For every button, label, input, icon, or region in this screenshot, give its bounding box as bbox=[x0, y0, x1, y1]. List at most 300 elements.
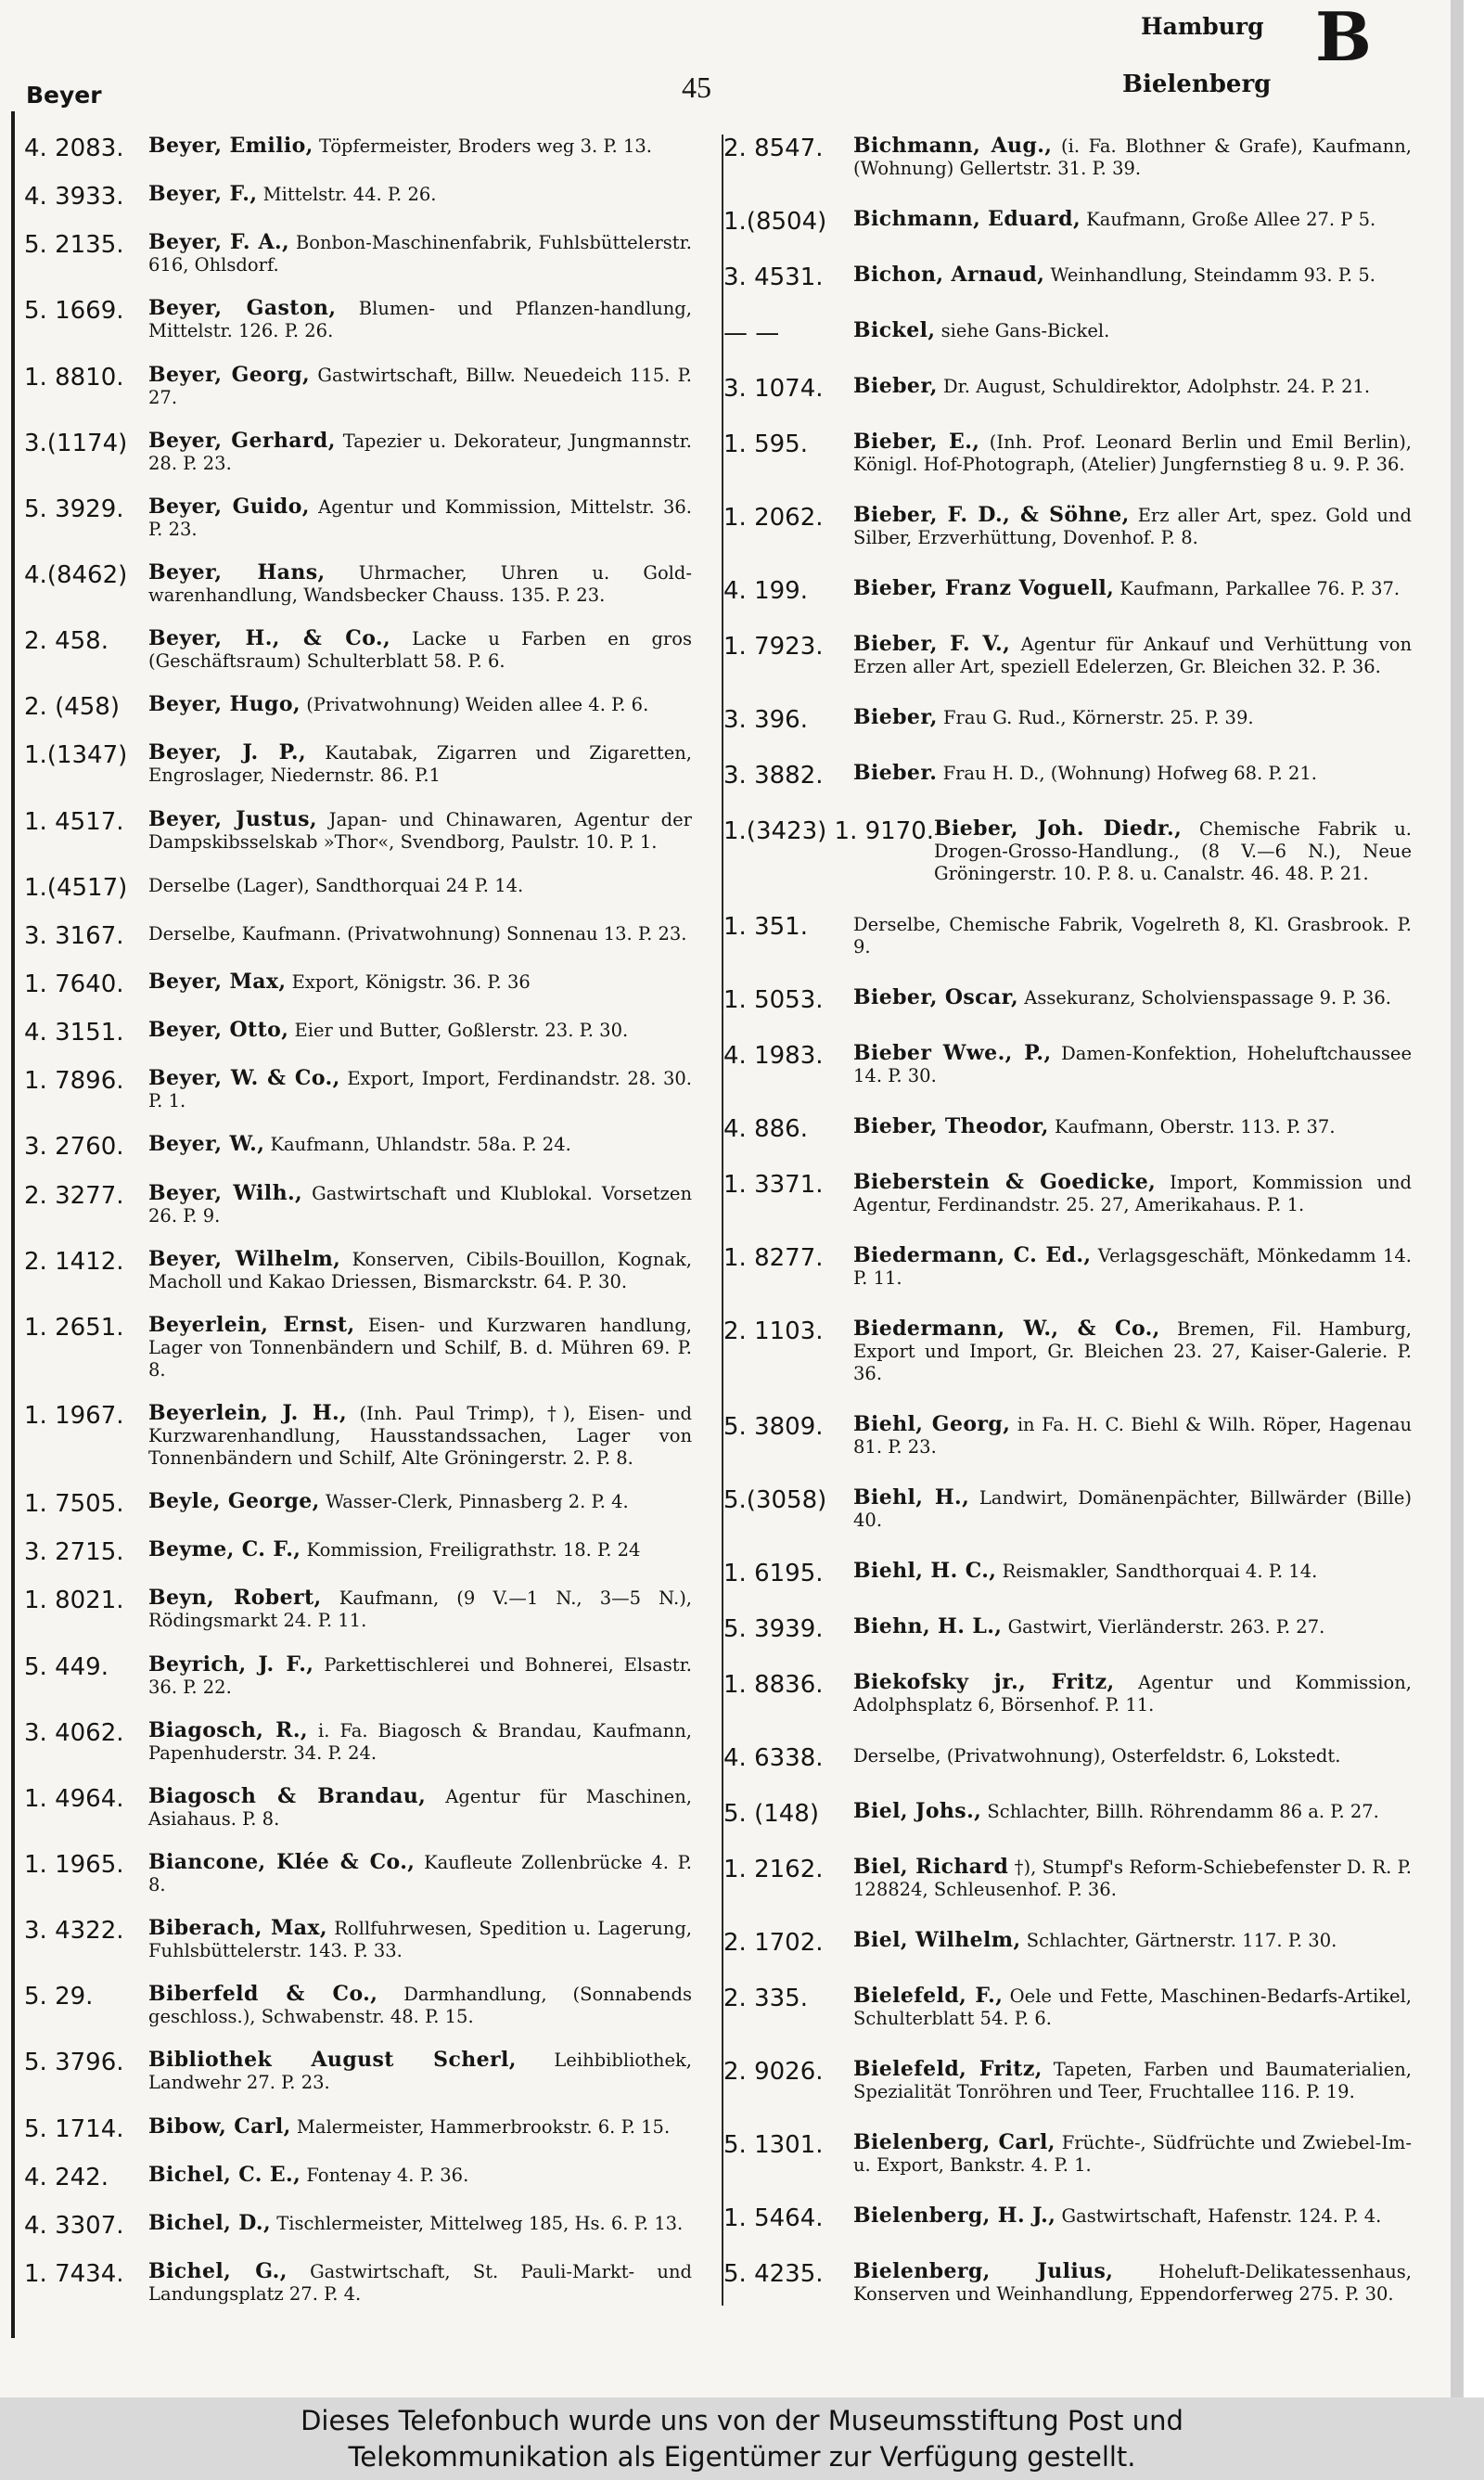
entry-details: Verlagsgeschäft, Mönkedamm 14. P. 11. bbox=[853, 1245, 1413, 1289]
page-number: 45 bbox=[682, 71, 711, 104]
phone-number: 5. 3929. bbox=[24, 495, 124, 523]
entry-name: Beyrich, J. F., bbox=[148, 1651, 314, 1677]
entry-text bbox=[148, 741, 692, 787]
phone-number: 3.(1174) bbox=[24, 429, 128, 457]
phone-number: 1. 2162. bbox=[723, 1856, 824, 1883]
entry-text bbox=[148, 2049, 692, 2094]
phone-number: 3. 4062. bbox=[24, 1718, 124, 1747]
entry-details: Dr. August, Schuldirektor, Adolphstr. 24. P. 21. bbox=[942, 376, 1371, 397]
phone-number: 5. 3809. bbox=[723, 1413, 824, 1441]
entry-name: Biehl, H., bbox=[853, 1485, 970, 1510]
entry-details: Früchte-, Südfrüchte und Zwiebel-Im- u. Export, Bankstr. 4. P. 1. bbox=[853, 2132, 1412, 2176]
entry-name: Bieber, E., bbox=[853, 430, 980, 454]
phone-number: 1. 8277. bbox=[723, 1244, 824, 1272]
directory-entry bbox=[723, 1985, 1412, 2030]
entry-text bbox=[148, 1785, 692, 1831]
entry-text bbox=[148, 1490, 692, 1513]
entry-name: Biedermann, C. Ed., bbox=[853, 1243, 1092, 1267]
phone-number: 4. 3933. bbox=[24, 183, 124, 212]
entry-details: Oele und Fette, Maschinen-Bedarfs-Artikel, Schulterblatt 54. P. 6. bbox=[853, 1985, 1412, 2029]
phone-number: 5. 3796. bbox=[24, 2049, 124, 2077]
entry-name: Bichmann, Aug., bbox=[853, 134, 1053, 158]
directory-entry bbox=[723, 1744, 1412, 1772]
entry-details: Töpfermeister, Broders weg 3. P. 13. bbox=[318, 135, 652, 157]
entry-details: Kaufmann, Große Allee 27. P 5. bbox=[1086, 209, 1376, 230]
entry-details: Bonbon-Maschinenfabrik, Fuhlsbüttelerstr. 616, Ohlsdorf. bbox=[148, 232, 692, 276]
directory-entry bbox=[723, 1856, 1412, 1901]
entry-name: Beyer, J. P., bbox=[148, 740, 307, 765]
entry-details: in Fa. H. C. Biehl & Wilh. Röper, Hagenau 81. P. 23. bbox=[853, 1414, 1413, 1458]
entry-details: (Privatwohnung) Weiden allee 4. P. 6. bbox=[306, 694, 649, 716]
entry-name: Bieber, Joh. Diedr., bbox=[934, 816, 1183, 841]
directory-entry bbox=[723, 1929, 1412, 1957]
entry-name: Bieber, Oscar, bbox=[853, 985, 1019, 1009]
entry-text bbox=[853, 1744, 1412, 1767]
entry-name: Bichel, G., bbox=[148, 2258, 288, 2283]
phone-number: — — bbox=[723, 319, 780, 347]
entry-text bbox=[853, 135, 1412, 180]
directory-entry bbox=[723, 2204, 1412, 2232]
phone-number: 1. 351. bbox=[723, 913, 808, 941]
entry-details: i. Fa. Biagosch & Brandau, Kaufmann, Papenhuderstr. 34. P. 24. bbox=[148, 1719, 692, 1764]
header-running-name: Beyer bbox=[26, 82, 102, 109]
phone-number: 2. 1103. bbox=[723, 1317, 824, 1345]
phone-number: 1.(3423) 1. 9170. bbox=[723, 817, 935, 845]
entry-text bbox=[148, 1719, 692, 1765]
phone-number: 1. 2062. bbox=[723, 504, 824, 532]
directory-entry bbox=[723, 375, 1412, 403]
entry-name: Biel, Johs., bbox=[853, 1799, 982, 1823]
entry-text bbox=[148, 1248, 692, 1293]
directory-entry bbox=[723, 430, 1412, 476]
entry-details: Gastwirtschaft, Billw. Neuedeich 115. P. 27. bbox=[148, 364, 692, 408]
entry-name: Bickel, bbox=[853, 318, 936, 342]
entry-name: Bielefeld, Fritz, bbox=[853, 2057, 1043, 2081]
entry-text bbox=[853, 1800, 1412, 1823]
directory-entry bbox=[723, 1671, 1412, 1716]
entry-text bbox=[148, 183, 692, 206]
footer-line-1: Dieses Telefonbuch wurde uns von der Museumsstiftung Post und bbox=[301, 2405, 1183, 2436]
entry-details: Fontenay 4. P. 36. bbox=[306, 2164, 469, 2186]
header-range-end: Bielenberg bbox=[1122, 71, 1272, 98]
entry-name: Bielenberg, Carl, bbox=[853, 2130, 1055, 2154]
entry-text bbox=[853, 762, 1412, 785]
directory-entry bbox=[723, 1800, 1412, 1828]
directory-entry bbox=[723, 2058, 1412, 2103]
directory-entry bbox=[24, 495, 692, 541]
phone-number: 1. 7896. bbox=[24, 1067, 124, 1096]
directory-entry bbox=[24, 1133, 692, 1161]
entry-details: Chemische Fabrik u. Drogen-Grosso-Handlung., (8 V.—6 N.), Neue Gröningerstr. 10. P. 8. u. Canalstr. 46. 48. P. 21. bbox=[934, 818, 1413, 884]
entry-text bbox=[853, 986, 1412, 1009]
directory-entry bbox=[723, 1042, 1412, 1087]
entry-text bbox=[853, 577, 1412, 600]
phone-number: 1. 7505. bbox=[24, 1490, 124, 1519]
entry-name: Biberfeld & Co., bbox=[148, 1982, 378, 2007]
entry-name: Bichmann, Eduard, bbox=[853, 207, 1081, 231]
entry-details: Tapeten, Farben und Baumaterialien, Spezialität Tonröhren und Teer, Fruchtallee 116. P. 19. bbox=[853, 2059, 1413, 2102]
entry-name: Beyer, Gerhard, bbox=[148, 428, 336, 453]
phone-number: 1. 6195. bbox=[723, 1560, 824, 1587]
phone-number: 4. 6338. bbox=[723, 1744, 824, 1772]
entry-text bbox=[853, 913, 1412, 958]
phone-number: 2. 1702. bbox=[723, 1929, 824, 1957]
phone-number: 4. 2083. bbox=[24, 135, 124, 162]
phone-number: 1.(1347) bbox=[24, 741, 128, 770]
entry-name: Biehl, H. C., bbox=[853, 1559, 997, 1583]
phone-number: 5. 3939. bbox=[723, 1615, 824, 1643]
entry-text bbox=[148, 231, 692, 276]
entry-details: Tapezier u. Dekorateur, Jungmannstr. 28. P. 23. bbox=[148, 430, 692, 474]
entry-text bbox=[148, 1133, 692, 1156]
directory-entry bbox=[24, 741, 692, 787]
directory-entry bbox=[24, 1785, 692, 1831]
entry-details: Eier und Butter, Goßlerstr. 23. P. 30. bbox=[294, 1020, 629, 1042]
directory-entry bbox=[24, 2260, 692, 2306]
directory-entry bbox=[24, 1538, 692, 1566]
entry-text bbox=[853, 2131, 1412, 2177]
phone-number: 2. 3277. bbox=[24, 1181, 124, 1210]
entry-details: (i. Fa. Blothner & Grafe), Kaufmann, (Wohnung) Gellertstr. 31. P. 39. bbox=[853, 135, 1413, 179]
entry-details: Bremen, Fil. Hamburg, Export und Import, Gr. Bleichen 23. 27, Kaiser-Galerie. P. 36. bbox=[853, 1318, 1412, 1384]
phone-number: 1.(4517) bbox=[24, 873, 128, 902]
entry-details: Export, Königstr. 36. P. 36 bbox=[291, 970, 531, 993]
directory-entry bbox=[24, 1314, 692, 1381]
entry-details: Lacke u Farben en gros (Geschäftsraum) Schulterblatt 58. P. 6. bbox=[148, 628, 692, 673]
phone-number: 5. 2135. bbox=[24, 231, 124, 260]
entry-text bbox=[148, 1019, 692, 1042]
directory-entry bbox=[24, 1917, 692, 1962]
entry-text bbox=[148, 1587, 692, 1632]
entry-text bbox=[148, 970, 692, 994]
directory-entry bbox=[24, 2164, 692, 2191]
entry-details: Agentur für Maschinen, Asiahaus. P. 8. bbox=[148, 1785, 692, 1830]
directory-entry bbox=[24, 2049, 692, 2094]
directory-entry bbox=[24, 1019, 692, 1047]
directory-entry bbox=[723, 577, 1412, 605]
entry-details: Konserven, Cibils-Bouillon, Kognak, Macholl und Kakao Driessen, Bismarckstr. 64. P. 30. bbox=[148, 1248, 692, 1292]
entry-text bbox=[148, 495, 692, 541]
directory-entry bbox=[24, 1587, 692, 1632]
entry-text bbox=[148, 1917, 692, 1962]
entry-details: Japan- und Chinawaren, Agentur der Dampskibsselskab »Thor«, Svendborg, Paulstr. 10. P. 1. bbox=[148, 808, 692, 853]
entry-name: Beyme, C. F., bbox=[148, 1537, 301, 1562]
entry-text bbox=[853, 1929, 1412, 1952]
entry-text bbox=[148, 922, 692, 945]
entry-name: Bichel, C. E., bbox=[148, 2162, 301, 2187]
entry-text bbox=[148, 1067, 692, 1112]
phone-number: 1. 8021. bbox=[24, 1587, 124, 1615]
entry-text bbox=[148, 2212, 692, 2235]
footer-line-2: Telekommunikation als Eigentümer zur Verfügung gestellt. bbox=[348, 2441, 1136, 2473]
phone-number: 1. 7434. bbox=[24, 2259, 124, 2288]
entry-details: Tischlermeister, Mittelweg 185, Hs. 6. P. 13. bbox=[276, 2212, 684, 2234]
phone-number: 1.(8504) bbox=[723, 208, 827, 236]
directory-entry bbox=[723, 1486, 1412, 1532]
entry-name: Beyer, Gaston, bbox=[148, 296, 337, 321]
directory-entry bbox=[24, 693, 692, 721]
entry-name: Bibow, Carl, bbox=[148, 2114, 291, 2139]
entry-text bbox=[148, 808, 692, 854]
phone-number: 4. 886. bbox=[723, 1115, 808, 1143]
directory-entry bbox=[24, 2115, 692, 2143]
entry-name: Beyer, Wilhelm, bbox=[148, 1246, 341, 1271]
directory-entry bbox=[24, 874, 692, 902]
entry-text bbox=[148, 2260, 692, 2306]
directory-entry bbox=[24, 1067, 692, 1112]
phone-number: 1. 5464. bbox=[723, 2204, 824, 2232]
entry-name: Beyle, George, bbox=[148, 1489, 320, 1514]
entry-name: Biehl, Georg, bbox=[853, 1412, 1011, 1436]
entry-name: Bieber, bbox=[853, 374, 938, 398]
phone-number: 5. 4235. bbox=[723, 2260, 824, 2288]
entry-name: Bieber Wwe., P., bbox=[853, 1041, 1052, 1065]
entry-text bbox=[853, 1413, 1412, 1458]
directory-entry bbox=[24, 1402, 692, 1470]
directory-entry bbox=[24, 627, 692, 673]
entry-name: Bielenberg, Julius, bbox=[853, 2259, 1114, 2283]
entry-details: Hoheluft-Delikatessenhaus, Konserven und Weinhandlung, Eppendorferweg 275. P. 30. bbox=[853, 2261, 1412, 2305]
entry-text bbox=[853, 1042, 1412, 1087]
entry-details: Leihbibliothek, Landwehr 27. P. 23. bbox=[148, 2050, 693, 2094]
phone-number: 5. 1669. bbox=[24, 297, 124, 326]
entry-details: Schlachter, Gärtnerstr. 117. P. 30. bbox=[1026, 1930, 1337, 1951]
entry-name: Beyer, Guido, bbox=[148, 494, 310, 519]
entry-details: Weinhandlung, Steindamm 93. P. 5. bbox=[1050, 264, 1375, 286]
directory-entry bbox=[24, 1182, 692, 1227]
entry-name: Beyer, Otto, bbox=[148, 1018, 289, 1043]
directory-entry bbox=[723, 1413, 1412, 1458]
entry-details: Uhrmacher, Uhren u. Gold-warenhandlung, Wandsbecker Chauss. 135. P. 23. bbox=[148, 561, 692, 606]
phone-number: 3. 4531. bbox=[723, 263, 824, 291]
right-column bbox=[723, 135, 1412, 2306]
entry-name: Beyer, W., bbox=[148, 1132, 265, 1157]
entry-text bbox=[148, 561, 692, 607]
entry-name: Bibliothek August Scherl, bbox=[148, 2048, 517, 2073]
phone-number: 2. 1412. bbox=[24, 1247, 124, 1276]
phone-number: 2. (458) bbox=[24, 693, 120, 722]
directory-entry bbox=[723, 263, 1412, 291]
entry-name: Biehn, H. L., bbox=[853, 1614, 1003, 1638]
entry-name: Beyer, Wilh., bbox=[148, 1180, 303, 1205]
directory-entry bbox=[723, 633, 1412, 678]
directory-entry bbox=[723, 1615, 1412, 1643]
entry-details: Gastwirt, Vierländerstr. 263. P. 27. bbox=[1007, 1616, 1325, 1638]
directory-entry bbox=[723, 986, 1412, 1014]
footer-notice bbox=[0, 2397, 1484, 2480]
entry-text bbox=[148, 1538, 692, 1561]
directory-entry bbox=[723, 2260, 1412, 2306]
entry-text bbox=[148, 1182, 692, 1227]
entry-details: Gastwirtschaft, Hafenstr. 124. P. 4. bbox=[1061, 2205, 1382, 2227]
entry-details: Gastwirtschaft und Klublokal. Vorsetzen 26. P. 9. bbox=[148, 1182, 693, 1227]
entry-name: Bieber, bbox=[853, 705, 938, 729]
directory-entry bbox=[723, 1244, 1412, 1290]
entry-details: Reismakler, Sandthorquai 4. P. 14. bbox=[1002, 1561, 1318, 1582]
directory-entry bbox=[24, 1719, 692, 1765]
entry-details: Rollfuhrwesen, Spedition u. Lagerung, Fuhlsbüttelerstr. 143. P. 33. bbox=[148, 1918, 693, 1962]
entry-name: Beyerlein, J. H., bbox=[148, 1400, 348, 1425]
entry-text bbox=[853, 504, 1412, 549]
entry-name: Biagosch & Brandau, bbox=[148, 1783, 427, 1808]
left-column bbox=[24, 135, 692, 2306]
entry-details: Gastwirtschaft, St. Pauli-Markt- und Landungsplatz 27. P. 4. bbox=[148, 2260, 692, 2305]
entry-name: Bieber. bbox=[853, 761, 938, 785]
entry-text bbox=[148, 2115, 692, 2139]
entry-text bbox=[148, 135, 692, 158]
entry-text bbox=[148, 693, 692, 716]
entry-name: Bieber, F. D., & Söhne, bbox=[853, 503, 1130, 527]
entry-details: Derselbe, (Privatwohnung), Osterfeldstr. 6, Lokstedt. bbox=[853, 1745, 1341, 1767]
entry-details: Agentur für Ankauf und Verhüttung von Erzen aller Art, speziell Edelerzen, Gr. Bleichen 32. P. 36. bbox=[853, 634, 1412, 677]
entry-details: Malermeister, Hammerbrookstr. 6. P. 15. bbox=[296, 2115, 671, 2138]
phone-number: 3. 3167. bbox=[24, 921, 124, 950]
entry-name: Bieber, F. V., bbox=[853, 632, 1011, 656]
phone-number: 5.(3058) bbox=[723, 1486, 827, 1514]
directory-entry bbox=[24, 922, 692, 950]
phone-number: 1. 5053. bbox=[723, 986, 824, 1014]
entry-name: Beyerlein, Ernst, bbox=[148, 1312, 355, 1337]
phone-number: 4. 199. bbox=[723, 577, 808, 605]
directory-entry bbox=[723, 762, 1412, 790]
entry-text bbox=[148, 1402, 692, 1470]
directory-entry bbox=[24, 1851, 692, 1896]
directory-entry bbox=[24, 1983, 692, 2028]
entry-details: Agentur und Kommission, Adolphsplatz 6, Börsenhof. P. 11. bbox=[853, 1672, 1412, 1715]
phone-number: 1. 2651. bbox=[24, 1313, 124, 1342]
directory-entry bbox=[723, 208, 1412, 236]
entry-details: Mittelstr. 44. P. 26. bbox=[262, 184, 437, 206]
phone-number: 4.(8462) bbox=[24, 560, 128, 589]
entry-name: Biberach, Max, bbox=[148, 1916, 327, 1941]
entry-details: Kaufmann, Parkallee 76. P. 37. bbox=[1119, 578, 1401, 599]
directory-entry bbox=[24, 1653, 692, 1699]
phone-number: 5. (148) bbox=[723, 1800, 819, 1828]
entry-text bbox=[148, 1314, 692, 1381]
phone-number: 1. 1967. bbox=[24, 1401, 124, 1430]
entry-name: Bielenberg, H. J., bbox=[853, 2204, 1056, 2228]
entry-name: Biagosch, R., bbox=[148, 1717, 308, 1742]
entry-details: Kaufmann, (9 V.—1 N., 3—5 N.), Rödingsmarkt 24. P. 11. bbox=[148, 1587, 693, 1632]
directory-entry bbox=[24, 364, 692, 409]
entry-details: Frau H. D., (Wohnung) Hofweg 68. P. 21. bbox=[942, 763, 1318, 784]
entry-text bbox=[148, 297, 692, 342]
phone-number: 4. 1983. bbox=[723, 1042, 824, 1070]
directory-entry bbox=[24, 1248, 692, 1293]
entry-text bbox=[148, 1983, 692, 2028]
directory-entry bbox=[723, 1560, 1412, 1587]
entry-text bbox=[853, 1615, 1412, 1638]
entry-name: Biancone, Klée & Co., bbox=[148, 1849, 416, 1874]
entry-text bbox=[853, 633, 1412, 678]
directory-entry bbox=[24, 970, 692, 998]
entry-details: Kautabak, Zigarren und Zigaretten, Engroslager, Niedernstr. 86. P.1 bbox=[148, 742, 692, 787]
entry-text bbox=[148, 364, 692, 409]
entry-name: Bieber, Theodor, bbox=[853, 1114, 1049, 1138]
entry-name: Beyer, F., bbox=[148, 182, 258, 207]
phone-number: 1. 1965. bbox=[24, 1850, 124, 1879]
entry-text bbox=[853, 263, 1412, 287]
entry-text bbox=[853, 375, 1412, 398]
phone-number: 3. 2715. bbox=[24, 1538, 124, 1567]
entry-name: Biedermann, W., & Co., bbox=[853, 1317, 1160, 1341]
entry-text bbox=[853, 1244, 1412, 1290]
entry-details: Wasser-Clerk, Pinnasberg 2. P. 4. bbox=[325, 1491, 629, 1513]
entry-details: †), Stumpf's Reform-Schiebefenster D. R. P. 128824, Schleusenhof. P. 36. bbox=[853, 1857, 1412, 1900]
entry-name: Beyn, Robert, bbox=[148, 1586, 322, 1611]
entry-details: Derselbe, Chemische Fabrik, Vogelreth 8, Kl. Grasbrook. P. 9. bbox=[853, 914, 1412, 957]
entry-text bbox=[853, 1985, 1412, 2030]
directory-entry bbox=[24, 1490, 692, 1518]
entry-details: siehe Gans-Bickel. bbox=[940, 320, 1110, 341]
entry-text bbox=[148, 1851, 692, 1896]
directory-entry bbox=[723, 1115, 1412, 1143]
directory-entry bbox=[24, 135, 692, 162]
entry-name: Bielefeld, F., bbox=[853, 1984, 1004, 2008]
entry-name: Beyer, Justus, bbox=[148, 806, 317, 831]
entry-details: Damen-Konfektion, Hoheluftchaussee 14. P. 30. bbox=[853, 1043, 1412, 1086]
entry-name: Biel, Wilhelm, bbox=[853, 1928, 1021, 1952]
entry-name: Beyer, Georg, bbox=[148, 362, 311, 387]
phone-number: 5. 1301. bbox=[723, 2131, 824, 2159]
entry-text bbox=[853, 2058, 1412, 2103]
phone-number: 2. 9026. bbox=[723, 2058, 824, 2086]
directory-entry bbox=[24, 561, 692, 607]
entry-text bbox=[853, 2204, 1412, 2228]
directory-entry bbox=[723, 319, 1412, 347]
phone-number: 4. 242. bbox=[24, 2163, 109, 2191]
phone-number: 1. 595. bbox=[723, 430, 808, 458]
entry-text bbox=[853, 430, 1412, 476]
phone-number: 1. 7640. bbox=[24, 970, 124, 998]
entry-name: Beyer, F. A., bbox=[148, 230, 290, 255]
header-city: Hamburg bbox=[1141, 13, 1264, 40]
entry-name: Biekofsky jr., Fritz, bbox=[853, 1670, 1115, 1694]
phone-number: 1. 8836. bbox=[723, 1671, 824, 1699]
entry-details: (Inh. Prof. Leonard Berlin und Emil Berlin), Königl. Hof-Photograph, (Atelier) Jungfernstieg 8 u. 9. P. 36. bbox=[853, 431, 1413, 475]
section-letter: B bbox=[1315, 0, 1372, 76]
entry-text bbox=[853, 706, 1412, 729]
entry-text bbox=[853, 1560, 1412, 1583]
directory-entry bbox=[24, 808, 692, 854]
entry-details: Landwirt, Domänenpächter, Billwärder (Bille) 40. bbox=[853, 1487, 1412, 1531]
directory-entry bbox=[723, 1317, 1412, 1385]
entry-name: Beyer, Hugo, bbox=[148, 692, 301, 717]
entry-text bbox=[853, 1171, 1412, 1216]
entry-name: Bichon, Arnaud, bbox=[853, 263, 1045, 287]
entry-text bbox=[148, 627, 692, 673]
directory-entry bbox=[24, 297, 692, 342]
entry-name: Beyer, Hans, bbox=[148, 559, 326, 585]
directory-entry bbox=[723, 913, 1412, 958]
entry-text bbox=[148, 1653, 692, 1699]
entry-name: Bichel, D., bbox=[148, 2210, 272, 2235]
phone-number: 1. 4517. bbox=[24, 807, 124, 836]
entry-text bbox=[853, 1486, 1412, 1532]
entry-text bbox=[853, 1317, 1412, 1385]
entry-name: Beyer, H., & Co., bbox=[148, 626, 390, 651]
entry-details: Darmhandlung, (Sonnabends geschloss.), Schwabenstr. 48. P. 15. bbox=[148, 1984, 692, 2028]
entry-details: Derselbe (Lager), Sandthorquai 24 P. 14. bbox=[148, 874, 524, 896]
phone-number: 3. 3882. bbox=[723, 762, 824, 790]
entry-details: Parkettischlerei und Bohnerei, Elsastr. 36. P. 22. bbox=[148, 1653, 692, 1698]
entry-name: Bieberstein & Goedicke, bbox=[853, 1170, 1157, 1194]
phone-number: 3. 396. bbox=[723, 706, 808, 734]
phone-number: 1. 4964. bbox=[24, 1784, 124, 1813]
entry-text bbox=[853, 1115, 1412, 1138]
entry-details: Import, Kommission und Agentur, Ferdinandstr. 25. 27, Amerikahaus. P. 1. bbox=[853, 1172, 1412, 1215]
entry-details: Kaufmann, Oberstr. 113. P. 37. bbox=[1054, 1116, 1336, 1137]
